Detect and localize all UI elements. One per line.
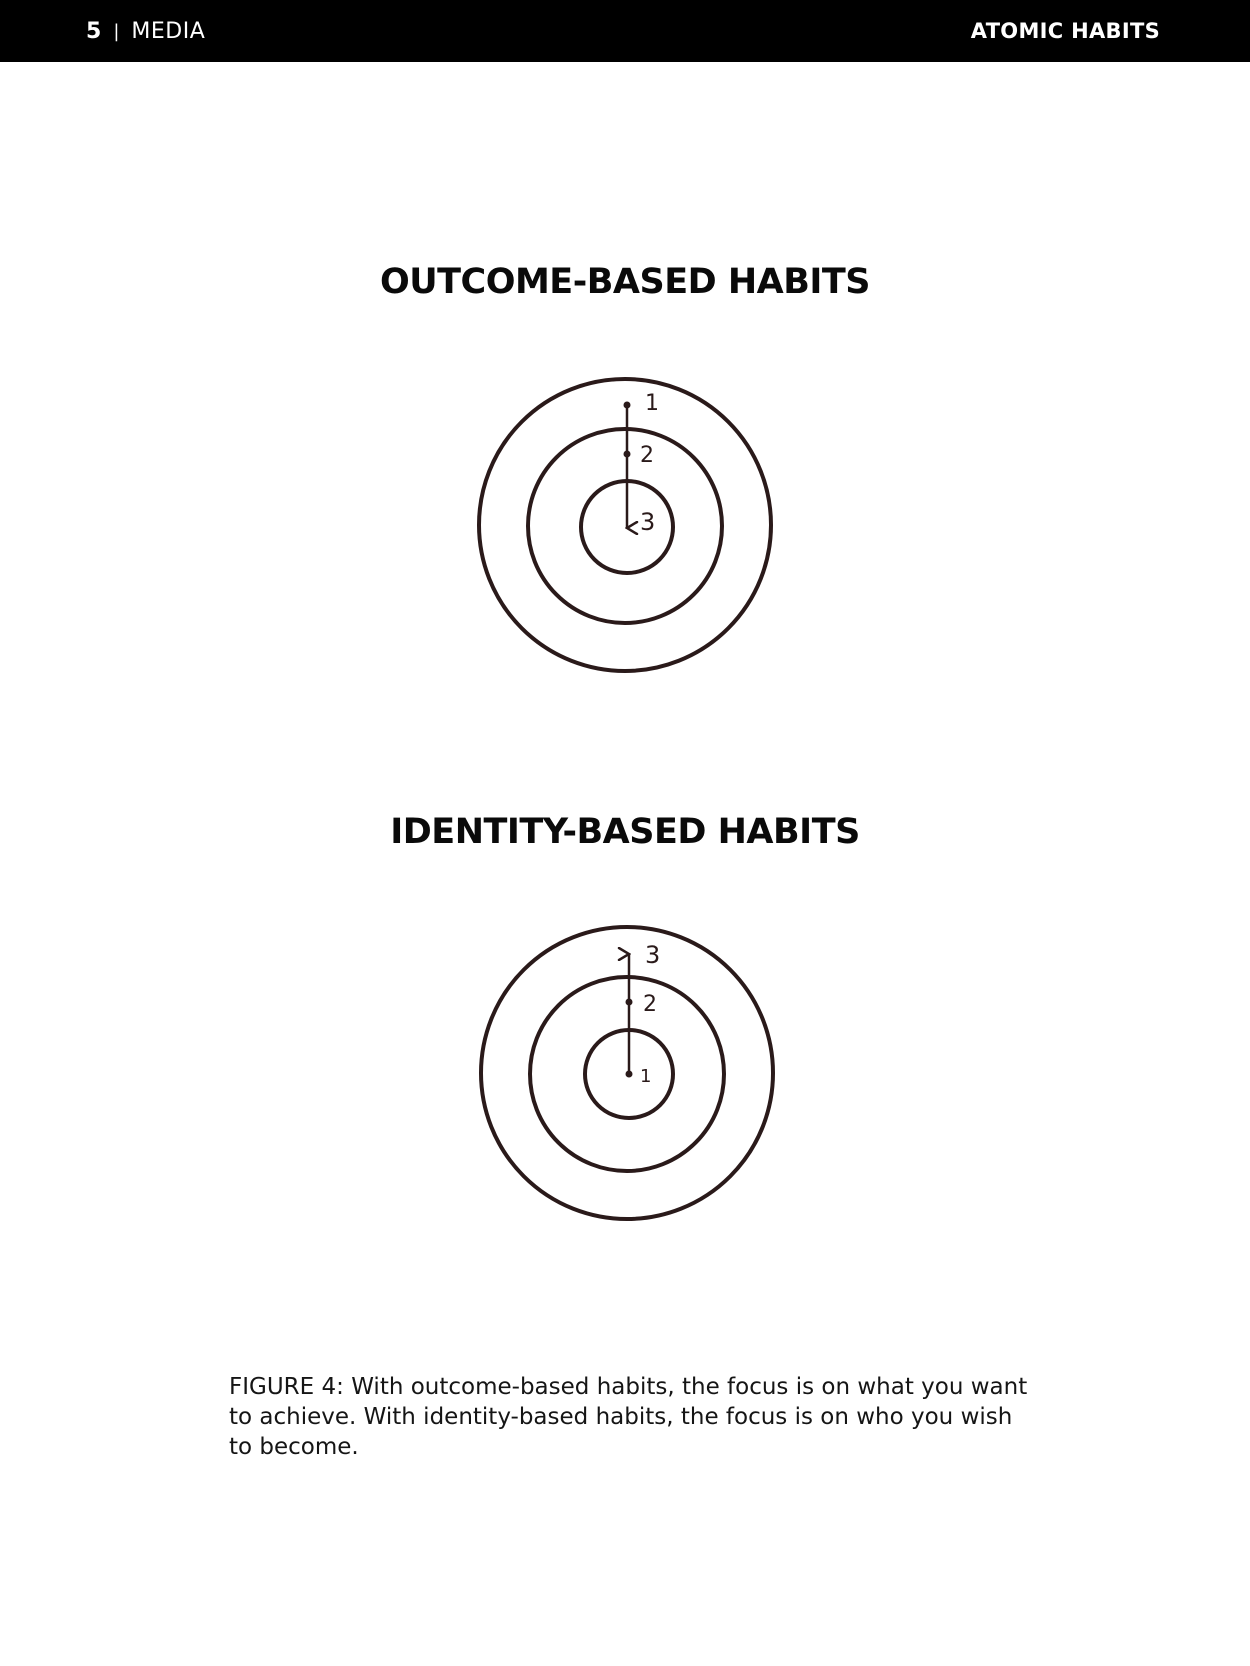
identity-heading: IDENTITY-BASED HABITS (390, 812, 860, 852)
label-3: 3 (640, 508, 656, 536)
point-1 (624, 402, 631, 409)
label-3: 3 (645, 941, 661, 969)
figure-caption: FIGURE 4: With outcome-based habits, the focus is on what you want to achieve. With identity-based habits, the focus is on who you wish to become. (229, 1374, 1028, 1460)
outcome-heading: OUTCOME-BASED HABITS (379, 262, 871, 302)
label-1: 1 (640, 1066, 652, 1087)
header-separator: | (113, 20, 120, 42)
section-name: MEDIA (131, 18, 206, 44)
label-2: 2 (640, 443, 654, 468)
page-header (0, 0, 1250, 62)
middle-ring (528, 429, 722, 623)
outcome-target-diagram (470, 370, 780, 680)
outcome-target-svg (470, 370, 780, 680)
book-title: ATOMIC HABITS (970, 19, 1160, 43)
outer-ring (479, 379, 771, 671)
identity-target-diagram (470, 918, 780, 1228)
header-left (86, 16, 205, 46)
page-number: 5 (86, 18, 102, 44)
identity-target-svg (470, 918, 780, 1228)
point-2 (624, 451, 631, 458)
point-2 (626, 999, 633, 1006)
point-1 (626, 1071, 633, 1078)
label-1: 1 (645, 391, 659, 416)
label-2: 2 (643, 992, 657, 1017)
